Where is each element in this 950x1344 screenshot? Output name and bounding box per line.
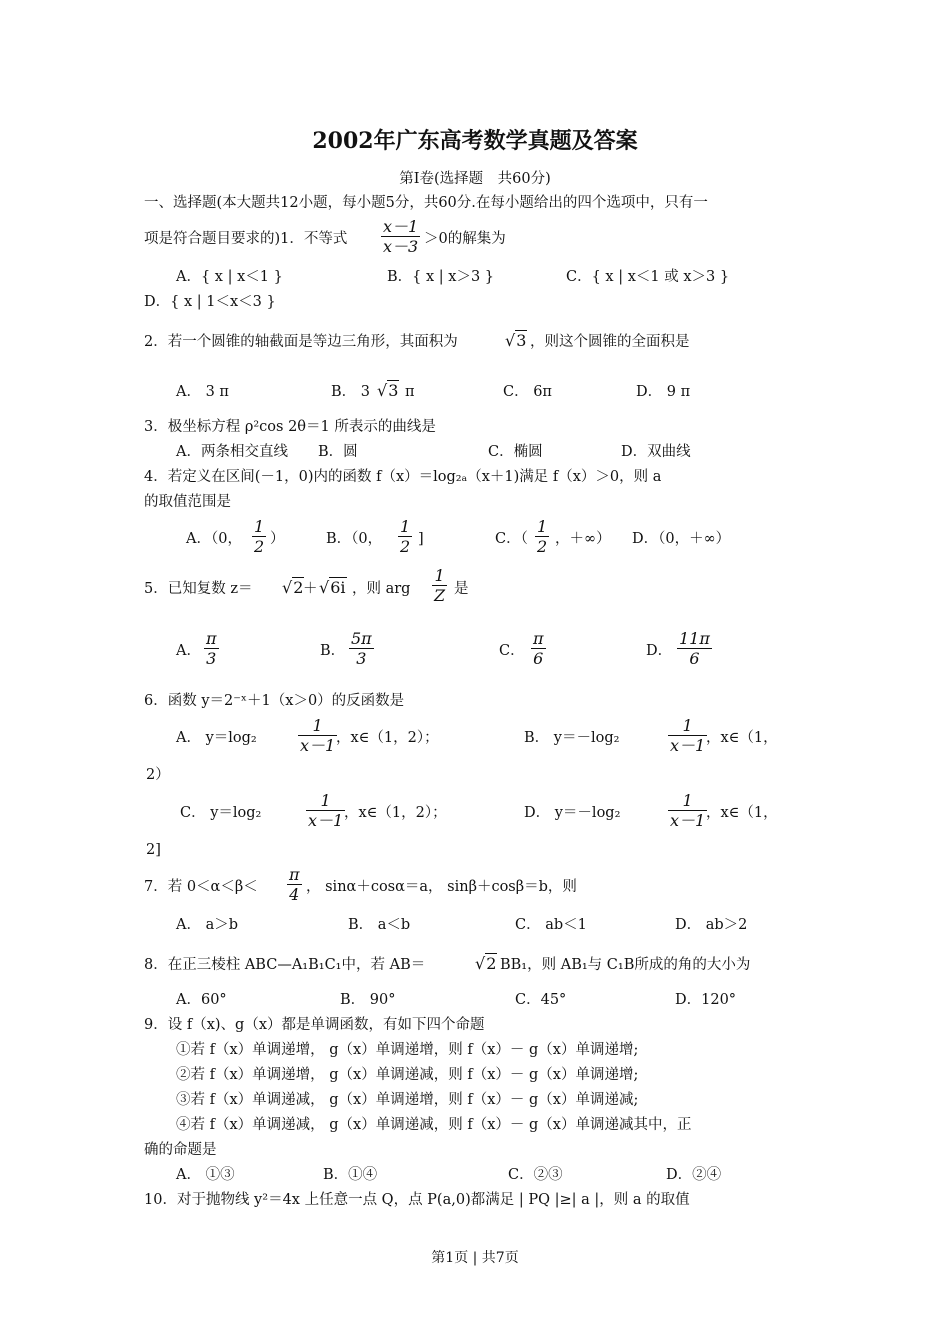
q2-option-b: B． 3 xyxy=(331,384,370,400)
q6-option-d-wrap: 2] xyxy=(146,842,161,858)
q6-option-c: C． y＝log₂ xyxy=(180,805,262,821)
q7-stem: 7．若 0＜α＜β＜ xyxy=(144,879,258,895)
q6-option-b: B． y＝－log₂ xyxy=(524,730,620,746)
q5-sqrt6: √6i xyxy=(319,578,346,597)
q6-stem: 6．函数 y＝2⁻ˣ＋1（x＞0）的反函数是 xyxy=(144,693,405,709)
q6-option-d: D． y＝－log₂ xyxy=(524,805,621,821)
q6-option-a-end: ，x∈（1，2）； xyxy=(336,730,439,746)
q7-option-a: A． a＞b xyxy=(176,917,239,933)
q5-plus: ＋ xyxy=(303,581,318,597)
q4-option-c-frac: 1 2 xyxy=(537,517,548,556)
q2-option-a: A． 3 π xyxy=(176,384,229,400)
q3-option-b: B．圆 xyxy=(318,444,358,460)
q1-option-a: A．{ x | x＜1 } xyxy=(176,269,283,285)
q1-option-d: D．{ x | 1＜x＜3 } xyxy=(144,294,276,310)
q4-option-b-frac: 1 2 xyxy=(400,517,411,556)
q4-option-a: A．（0， xyxy=(186,531,242,547)
q4-option-c-end: ，＋∞） xyxy=(555,531,611,547)
q3-option-a: A．两条相交直线 xyxy=(176,444,288,460)
q5-option-c-frac: π 6 xyxy=(533,629,544,668)
q9-proposition-4: ④若 f（x）单调递减， g（x）单调递减，则 f（x）－ g（x）单调递减其中，正 xyxy=(176,1117,692,1133)
section-heading: 第Ⅰ卷(选择题 共60分) xyxy=(399,171,551,187)
q9-proposition-4-wrap: 确的命题是 xyxy=(144,1142,217,1158)
q5-fraction: 1 Z xyxy=(434,566,446,605)
q6-option-d-end: ，x∈（1， xyxy=(706,805,778,821)
q2-option-b-pi: π xyxy=(405,384,415,400)
q6-option-b-wrap: 2） xyxy=(146,767,170,783)
q3-option-c: C．椭圆 xyxy=(488,444,543,460)
q5-option-d-frac: 11π 6 xyxy=(679,629,710,668)
page-title: 2002年广东高考数学真题及答案 xyxy=(312,128,638,154)
q7-option-d: D． ab＞2 xyxy=(675,917,748,933)
q4-stem-line2: 的取值范围是 xyxy=(144,494,231,510)
q2-stem-end: ，则这个圆锥的全面积是 xyxy=(530,334,690,350)
q1-intro-line1: 一、选择题(本大题共12小题，每小题5分，共60分.在每小题给出的四个选项中，只有一 xyxy=(144,195,708,211)
q9-proposition-1: ①若 f（x）单调递增， g（x）单调递增，则 f（x）－ g（x）单调递增; xyxy=(176,1042,639,1058)
q8-sqrt: √2 xyxy=(475,954,497,973)
q7-fraction: π 4 xyxy=(289,865,300,904)
q6-option-c-frac: 1 x－1 xyxy=(308,791,344,830)
q5-option-a-label: A． xyxy=(176,643,201,659)
q6-option-c-end: ，x∈（1，2）； xyxy=(344,805,447,821)
q1-intro-line2-end: ＞0的解集为 xyxy=(424,231,506,247)
q10-stem: 10．对于抛物线 y²＝4x 上任意一点 Q，点 P(a,0)都满足 | PQ |≥| a |，则 a 的取值 xyxy=(144,1192,690,1208)
q1-option-c: C．{ x | x＜1 或 x＞3 } xyxy=(566,269,730,285)
q4-option-b-end: ] xyxy=(418,531,424,547)
q5-option-c-label: C． xyxy=(499,643,525,659)
q9-option-c: C．②③ xyxy=(508,1167,563,1183)
q5-option-b-label: B． xyxy=(320,643,346,659)
q1-frac-num: x－1 xyxy=(383,217,419,236)
q4-option-a-frac: 1 2 xyxy=(254,517,265,556)
q8-option-a: A．60° xyxy=(176,992,227,1008)
q3-stem: 3．极坐标方程 ρ²cos 2θ＝1 所表示的曲线是 xyxy=(144,419,436,435)
q4-stem-line1: 4．若定义在区间(－1，0)内的函数 f（x）＝log₂ₐ（x＋1)满足 f（x）＞0，则 a xyxy=(144,469,662,485)
q5-option-b-frac: 5π 3 xyxy=(351,629,372,668)
q2-option-d: D． 9 π xyxy=(636,384,691,400)
q8-option-b: B． 90° xyxy=(340,992,396,1008)
q9-stem: 9．设 f（x)、g（x）都是单调函数，有如下四个命题 xyxy=(144,1017,485,1033)
q5-stem-mid: ，则 arg xyxy=(352,581,411,597)
q4-option-b: B．（0， xyxy=(326,531,383,547)
q2-option-c: C． 6π xyxy=(503,384,552,400)
q8-stem: 8．在正三棱柱 ABC—A₁B₁C₁中，若 AB＝ xyxy=(144,957,426,973)
q2-stem: 2．若一个圆锥的轴截面是等边三角形，其面积为 xyxy=(144,334,458,350)
q9-proposition-2: ②若 f（x）单调递增， g（x）单调递减，则 f（x）－ g（x）单调递增; xyxy=(176,1067,639,1083)
q8-option-c: C．45° xyxy=(515,992,567,1008)
q4-option-c: C．（ xyxy=(495,531,528,547)
q7-option-b: B． a＜b xyxy=(348,917,411,933)
page-footer: 第1页 | 共7页 xyxy=(431,1250,519,1266)
q8-option-d: D．120° xyxy=(675,992,737,1008)
q2-sqrt: √3 xyxy=(505,331,527,350)
q6-option-d-frac: 1 x－1 xyxy=(670,791,706,830)
q9-option-b: B．①④ xyxy=(323,1167,378,1183)
q6-option-b-end: ，x∈（1， xyxy=(706,730,778,746)
q9-option-d: D．②④ xyxy=(666,1167,722,1183)
q1-frac-den: x－3 xyxy=(383,237,419,256)
q6-option-b-frac: 1 x－1 xyxy=(670,716,706,755)
q6-option-a: A． y＝log₂ xyxy=(176,730,257,746)
q1-fraction xyxy=(381,217,420,256)
q5-stem: 5．已知复数 z＝ xyxy=(144,581,253,597)
q1-intro-line2: 项是符合题目要求的)1．不等式 xyxy=(144,231,348,247)
q7-option-c: C． ab＜1 xyxy=(515,917,587,933)
q3-option-d: D．双曲线 xyxy=(621,444,691,460)
q2-option-b-sqrt: √3 xyxy=(377,381,399,400)
q8-stem-end: BB₁，则 AB₁与 C₁B所成的角的大小为 xyxy=(500,957,751,973)
q4-option-a-end: ） xyxy=(270,531,285,547)
q4-option-d: D．（0，＋∞） xyxy=(632,531,731,547)
q5-option-a-frac: π 3 xyxy=(206,629,217,668)
q5-option-d-label: D． xyxy=(646,643,673,659)
q9-proposition-3: ③若 f（x）单调递减， g（x）单调递增，则 f（x）－ g（x）单调递减; xyxy=(176,1092,639,1108)
q5-sqrt2: √2 xyxy=(282,578,304,597)
q9-option-a: A． ①③ xyxy=(176,1167,235,1183)
q7-stem-end: ， sinα＋cosα＝a， sinβ＋cosβ＝b，则 xyxy=(306,879,577,895)
q1-option-b: B．{ x | x＞3 } xyxy=(387,269,495,285)
q6-option-a-frac: 1 x－1 xyxy=(300,716,336,755)
q5-stem-end: 是 xyxy=(454,581,469,597)
